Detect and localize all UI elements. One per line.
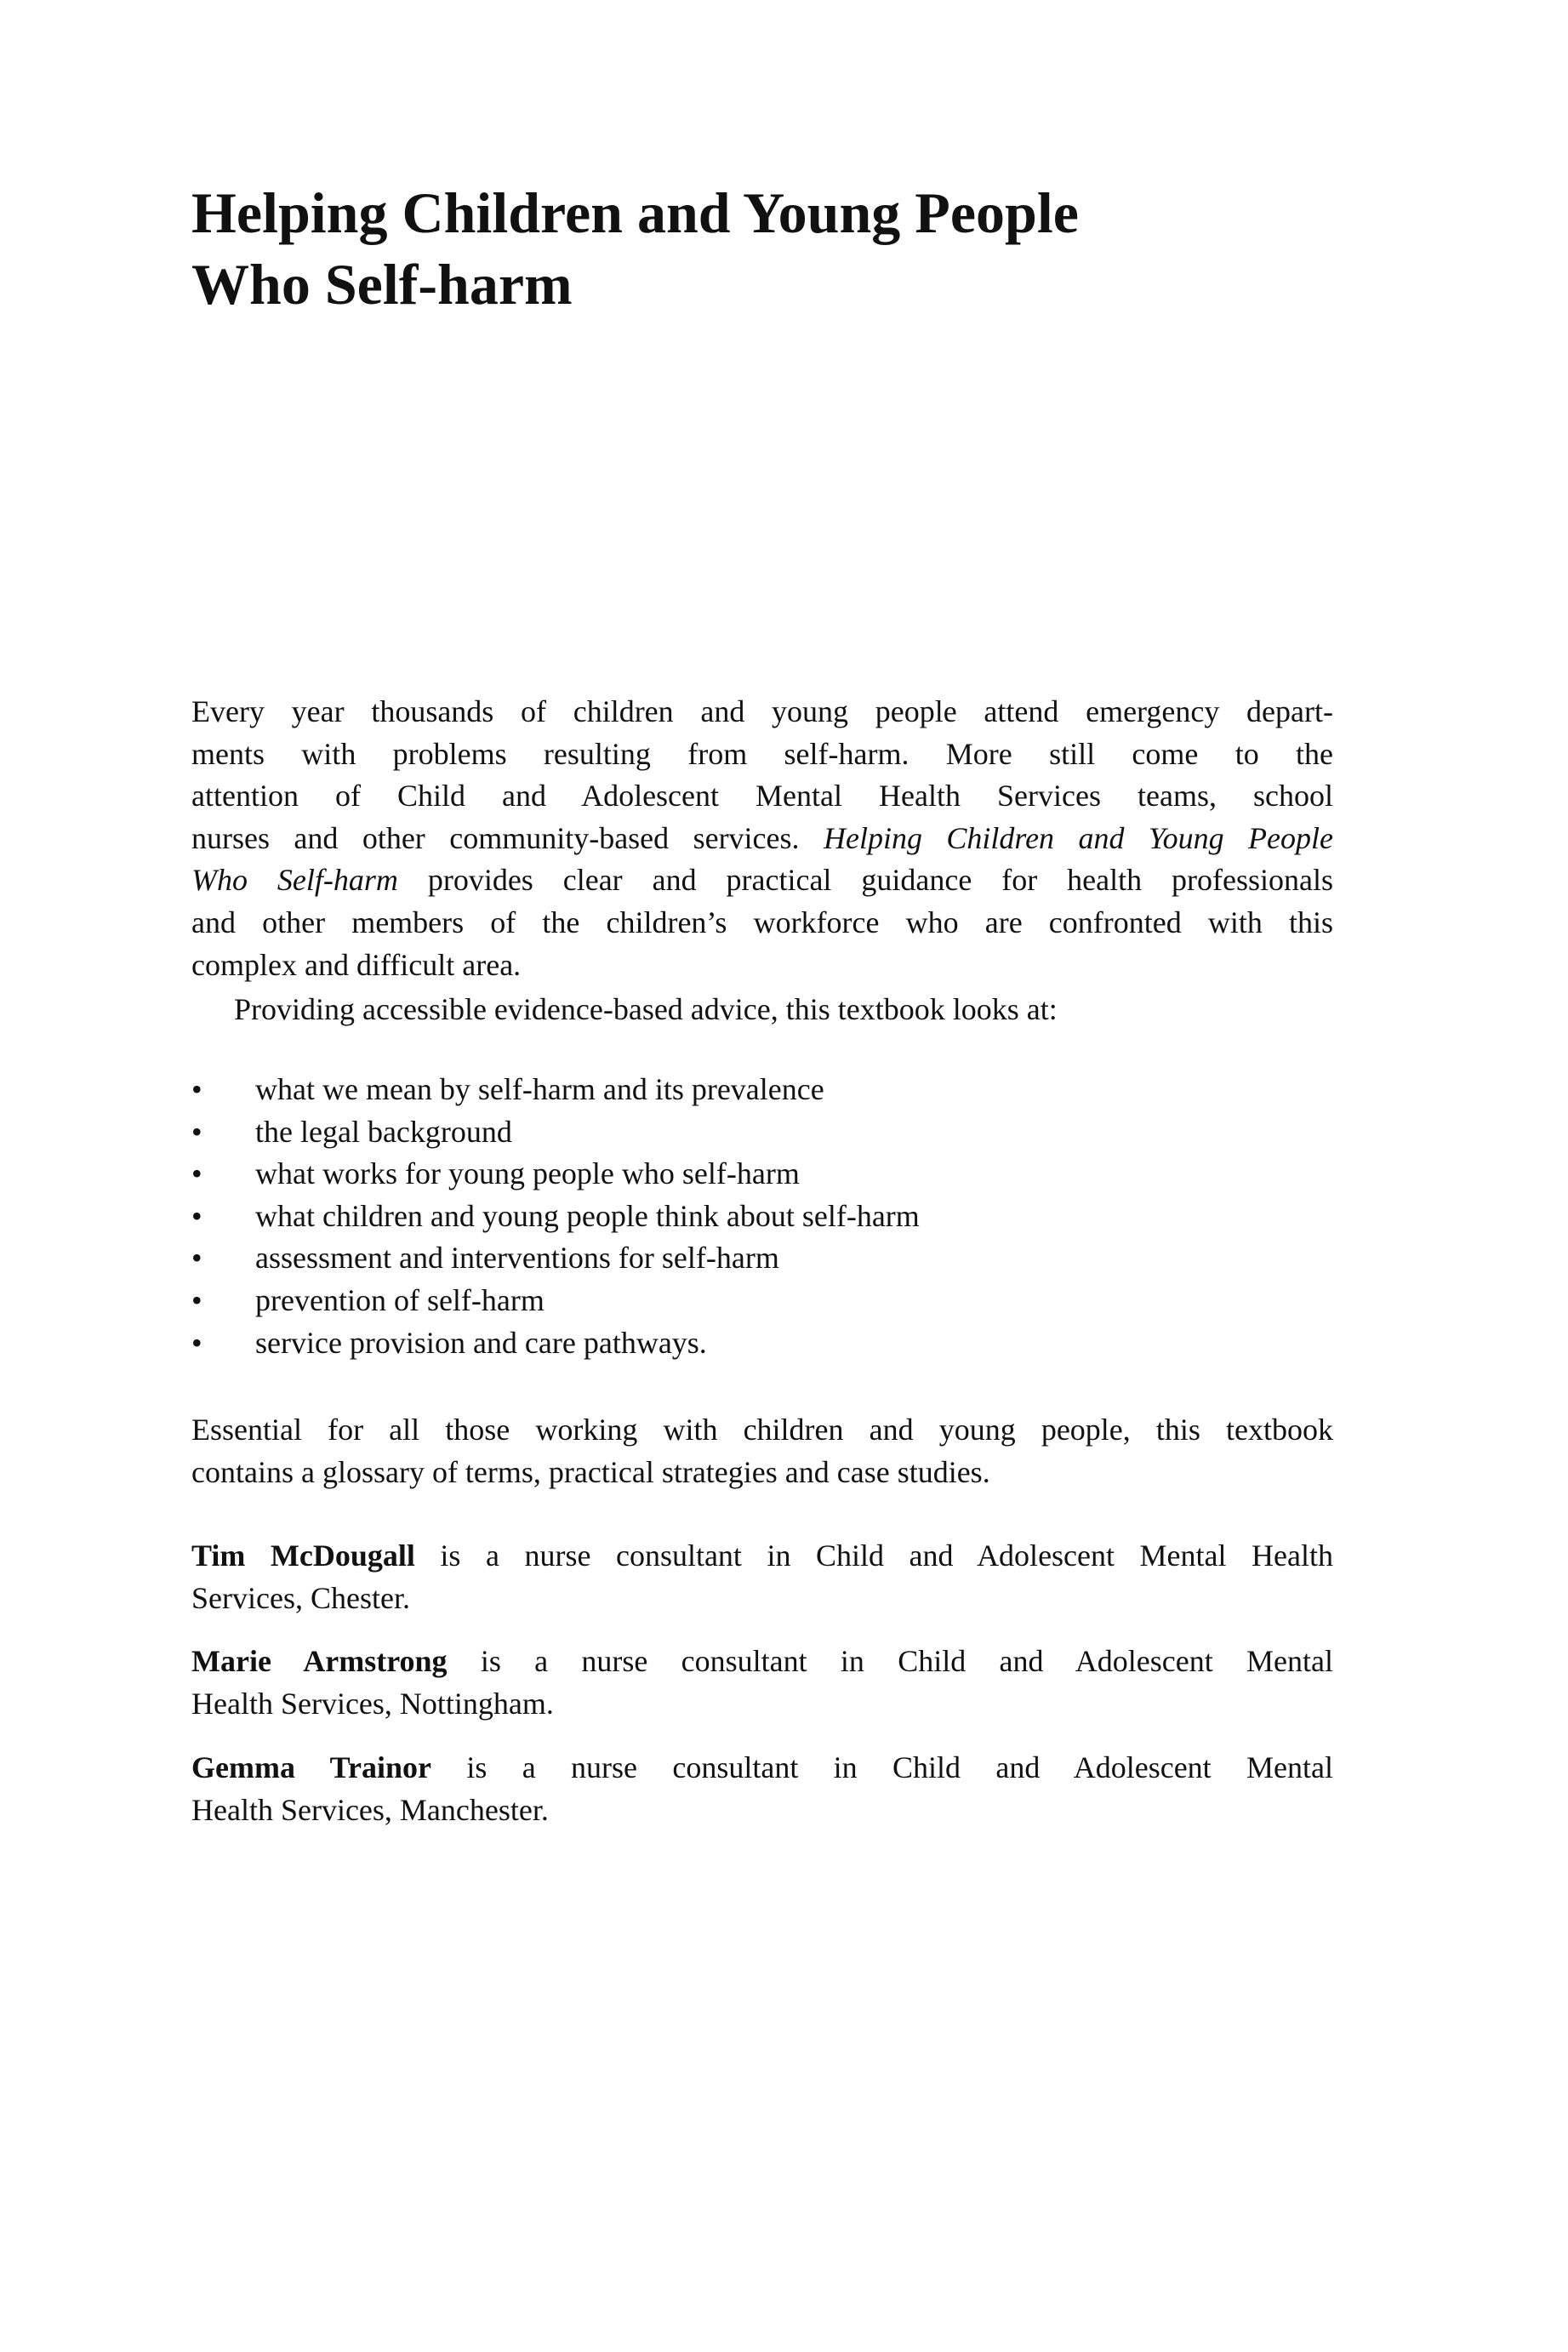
list-item [191,1196,1333,1238]
bullet-icon: • [191,1156,202,1191]
list-item [191,1237,1333,1280]
text-line [191,818,1333,860]
text-line [191,1535,1333,1578]
book-title-italic: Helping Children and Young People [823,820,1333,855]
author-bio [191,1747,1333,1831]
author-name: Gemma Trainor [191,1750,431,1784]
text-line: Providing accessible evidence-based advice, this textbook looks at: [234,992,1058,1027]
bullet-icon: • [191,1241,202,1276]
text-line [191,1747,1333,1790]
text-line: Every year thousands of children and young people attend emergency depart- [191,694,1333,728]
text-line: complex and difficult area. [191,947,522,982]
bullet-icon: • [191,1072,202,1106]
bullet-icon: • [191,1198,202,1233]
book-title-italic: Who Self-harm [191,863,398,898]
bullet-icon: • [191,1325,202,1360]
author-name: Marie Armstrong [191,1644,448,1678]
text-line: ments with problems resulting from self-harm. More still come to the [191,736,1333,771]
book-title [191,177,1079,320]
text-line: Health Services, Manchester. [191,1792,549,1827]
text-line: and other members of the children’s workforce who are confronted with this [191,905,1333,939]
text-segment: nurses and other community-based services. [191,820,824,855]
bullet-icon: • [191,1114,202,1149]
list-item [191,1280,1333,1322]
text-line: contains a glossary of terms, practical strategies and case studies. [191,1454,990,1489]
intro-paragraph [191,691,1333,1031]
author-name: Tim McDougall [191,1539,415,1573]
list-item-text: the legal background [255,1114,512,1149]
list-item-text: service provision and care pathways. [255,1325,707,1360]
title-line-2: Who Self-harm [191,252,573,317]
list-item [191,1153,1333,1196]
text-line [191,859,1333,902]
list-item [191,1322,1333,1365]
text-line: Services, Chester. [191,1580,410,1615]
list-item-text: what children and young people think about self-harm [255,1198,920,1233]
essential-paragraph [191,1409,1333,1493]
text-line: Health Services, Nottingham. [191,1686,554,1721]
topics-list [191,1069,1333,1364]
text-segment: is a nurse consultant in Child and Adolescent Mental Health [414,1539,1333,1573]
text-line: attention of Child and Adolescent Mental Health Services teams, school [191,779,1333,813]
bullet-icon: • [191,1282,202,1317]
list-item-text: prevention of self-harm [255,1282,545,1317]
list-item [191,1069,1333,1111]
text-segment: provides clear and practical guidance for health professionals [397,863,1333,898]
list-item [191,1111,1333,1154]
title-line-1: Helping Children and Young People [191,180,1079,245]
text-line [191,1641,1333,1683]
list-item-text: assessment and interventions for self-harm [255,1241,779,1276]
author-bio [191,1535,1333,1619]
list-item-text: what works for young people who self-harm [255,1156,800,1191]
text-line: Essential for all those working with children and young people, this textbook [191,1413,1333,1447]
author-bio [191,1641,1333,1725]
list-item-text: what we mean by self-harm and its prevalence [255,1072,824,1106]
text-segment: is a nurse consultant in Child and Adolescent Mental [447,1644,1334,1678]
text-segment: is a nurse consultant in Child and Adolescent Mental [430,1750,1333,1784]
